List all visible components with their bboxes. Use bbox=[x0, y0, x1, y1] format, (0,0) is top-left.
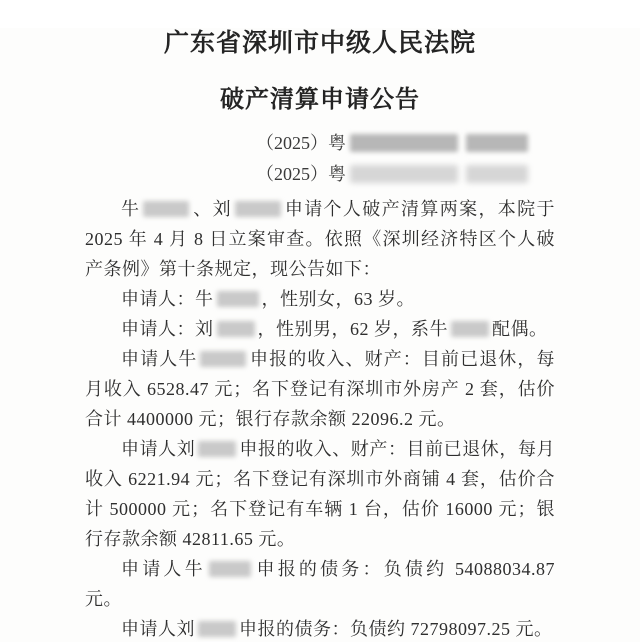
redacted-case-number bbox=[350, 165, 458, 183]
paragraph-assets-applicant-2 bbox=[85, 434, 555, 554]
text-segment: 申请人刘 bbox=[121, 439, 196, 459]
redacted-name bbox=[200, 351, 246, 367]
redacted-case-suffix bbox=[466, 165, 528, 183]
text-segment: 申请个人破产清算两案，本院于 2025 年 4 月 8 日立案审查。依照《深圳经济特区个人破产条例》第十条规定，现公告如下： bbox=[85, 199, 556, 279]
text-segment: 牛 bbox=[121, 199, 141, 219]
redacted-name bbox=[143, 201, 189, 217]
court-name-title: 广东省深圳市中级人民法院 bbox=[163, 30, 476, 57]
text-segment: 申报的债务：负债约 72798097.25 元。 bbox=[239, 619, 553, 639]
document-title: 破产清算申请公告 bbox=[220, 87, 420, 113]
text-segment: ，性别男，62 岁，系牛 bbox=[257, 319, 448, 339]
text-segment: 申请人：刘 bbox=[121, 319, 214, 339]
text-segment: 申请人牛 bbox=[121, 559, 206, 579]
text-segment: 配偶。 bbox=[492, 319, 548, 339]
redacted-case-suffix bbox=[466, 134, 528, 152]
redacted-name bbox=[451, 321, 489, 337]
text-segment: 申报的收入、财产：目前已退休，每月收入 6221.94 元；名下登记有深圳市外商铺 4 套，估价合计 500000 元；名下登记有车辆 1 台，估价 16000 元；银行存款余额 42811.65 元。 bbox=[85, 439, 556, 549]
paragraph-debts-applicant-1 bbox=[85, 554, 555, 614]
case-number-block bbox=[0, 128, 532, 190]
redacted-name bbox=[235, 201, 281, 217]
case-number-line-2 bbox=[0, 159, 532, 190]
redacted-name bbox=[217, 291, 259, 307]
case-number-prefix: （2025）粤 bbox=[256, 133, 346, 153]
paragraph-assets-applicant-1 bbox=[85, 344, 555, 434]
redacted-case-number bbox=[350, 134, 458, 152]
paragraph-applicant-1 bbox=[85, 284, 555, 314]
text-segment: 申请人刘 bbox=[121, 619, 195, 639]
redacted-name bbox=[198, 621, 236, 637]
text-segment: 申报的收入、财产：目前已退休，每月收入 6528.47 元；名下登记有深圳市外房产 2 套，估价合计 4400000 元；银行存款余额 22096.2 元。 bbox=[85, 349, 556, 429]
paragraph-debts-applicant-2 bbox=[85, 614, 555, 644]
announcement-body bbox=[85, 194, 555, 644]
paragraph-applicant-2 bbox=[85, 314, 555, 344]
redacted-name bbox=[217, 321, 255, 337]
text-segment: 申请人牛 bbox=[121, 349, 198, 369]
case-number-prefix: （2025）粤 bbox=[256, 164, 346, 184]
paragraph-case-intro bbox=[85, 194, 555, 284]
text-segment: 申请人：牛 bbox=[121, 289, 214, 309]
redacted-name bbox=[209, 561, 251, 577]
text-segment: ，性别女，63 岁。 bbox=[261, 289, 415, 309]
case-number-line-1 bbox=[0, 128, 532, 159]
redacted-name bbox=[198, 441, 236, 457]
text-segment: 、刘 bbox=[192, 199, 232, 219]
document-page bbox=[0, 28, 640, 642]
text-segment: 申报的债务：负债约 54088034.87 元。 bbox=[85, 559, 556, 609]
